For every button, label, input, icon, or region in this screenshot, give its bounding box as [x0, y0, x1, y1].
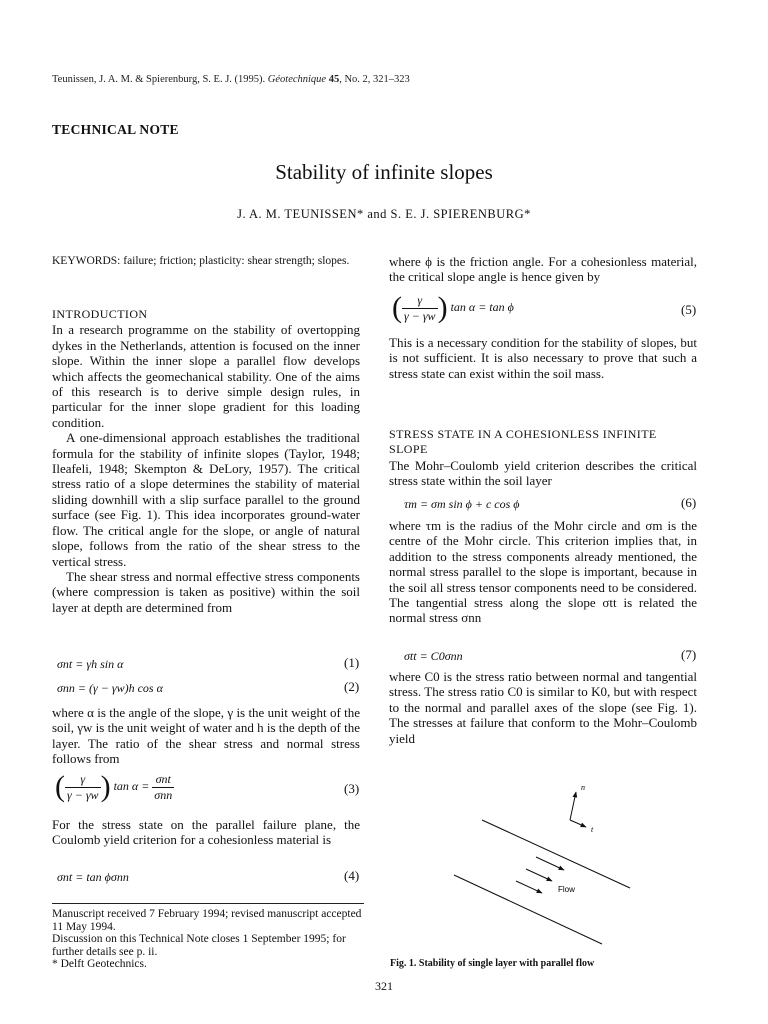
- intro-section: [52, 307, 360, 615]
- t-axis-label: t: [591, 825, 594, 834]
- flow-label: Flow: [558, 885, 575, 894]
- paragraph-after-eq2: where α is the angle of the slope, γ is the unit weight of the soil, γw is the unit weight of water and h is the depth of the layer. The ratio of the shear stress and normal stress follows from: [52, 705, 360, 767]
- right-paragraph-1: where ϕ is the friction angle. For a cohesionless material, the critical slope angle is hence given by: [389, 254, 697, 285]
- flow-arrow-2: [526, 869, 552, 881]
- equation-2: σnn = (γ − γw)h cos α: [57, 681, 163, 695]
- stress-state-heading: STRESS STATE IN A COHESIONLESS INFINITE SLOPE: [389, 427, 657, 457]
- keywords: KEYWORDS: failure; friction; plasticity: shear strength; slopes.: [52, 255, 350, 267]
- volume: 45: [328, 74, 340, 85]
- eq3-rhs-den: σnn: [154, 787, 173, 802]
- equation-1: σnt = γh sin α: [57, 657, 124, 671]
- right-paragraph-4: where τm is the radius of the Mohr circle and σm is the centre of the Mohr circle. This criterion implies that, in addition to the stress components already mentioned, the normal stress parallel to the slope is important, because in the soil all stress tensor components need to be considered. The tangential stress along the slope σtt is related the normal stress σnn: [389, 518, 697, 626]
- intro-paragraph-1: In a research programme on the stability of overtopping dykes in the Netherlands, attention is focused on the inner slope. Within the inner slope a parallel flow develops which affects the geomechanical stability. One of the aims of this research is to derive simple design rules, in particular for the inner slope gradient for this loading condition.: [52, 322, 360, 430]
- figure-1-diagram: [440, 778, 650, 950]
- journal-name: Géotechnique: [267, 74, 327, 85]
- stress-state-section: [389, 427, 697, 489]
- equation-6-number: (6): [681, 495, 697, 510]
- equation-4: σnt = tan ϕσnn: [57, 870, 129, 884]
- footnote-affiliation: * Delft Geotechnics.: [52, 958, 147, 971]
- equation-3-number: (3): [344, 781, 360, 796]
- n-axis-label: n: [581, 783, 585, 792]
- equation-2-number: (2): [344, 679, 360, 694]
- citation-prefix: Teunissen, J. A. M. & Spierenburg, S. E. J. (1995).: [52, 74, 268, 85]
- eq5-frac-den: γ − γw: [404, 308, 436, 323]
- intro-paragraph-3: The shear stress and normal effective stress components (where compression is taken as positive) within the soil layer at depth are determined from: [52, 568, 360, 615]
- equation-7: σtt = C0σnn: [404, 649, 463, 663]
- page-number: 321: [375, 979, 393, 993]
- citation-line: [52, 74, 410, 85]
- equation-4-number: (4): [344, 868, 360, 883]
- equation-5-number: (5): [681, 302, 697, 317]
- right-paragraph-3: The Mohr–Coulomb yield criterion describes the critical stress state within the soil layer: [389, 457, 697, 489]
- equation-7-number: (7): [681, 647, 697, 662]
- right-paragraph-5: where C0 is the stress ratio between normal and tangential stress. The stress ratio C0 is similar to K0, but with respect to the normal and parallel axes of the slope (see Fig. 1). The stresses at failure that conform to the Mohr–Coulomb yield: [389, 669, 697, 746]
- paragraph-after-eq3: For the stress state on the parallel failure plane, the Coulomb yield criterion for a cohesionless material is: [52, 817, 360, 848]
- eq3-frac-den: γ − γw: [67, 787, 99, 802]
- slip-plane-line: [454, 875, 602, 944]
- equation-1-number: (1): [344, 655, 360, 670]
- slope-surface-line: [482, 820, 630, 888]
- authors: J. A. M. TEUNISSEN* and S. E. J. SPIERENBURG*: [237, 207, 531, 221]
- eq5-rhs: tan α = tan ϕ: [450, 299, 514, 314]
- right-paragraph-2: This is a necessary condition for the stability of slopes, but is not sufficient. It is also necessary to prove that such a stress state can exist within the soil mass.: [389, 335, 697, 381]
- eq5-frac-num: γ: [402, 293, 438, 309]
- paper-title: Stability of infinite slopes: [275, 160, 493, 184]
- footnote-received: Manuscript received 7 February 1994; revised manuscript accepted 11 May 1994.: [52, 908, 362, 933]
- intro-paragraph-2: A one-dimensional approach establishes the traditional formula for the stability of infinite slopes (Taylor, 1948; Ileafeli, 1948; Skempton & DeLory, 1957). The critical stress ratio of a slope determines the stability of material sliding downhill with a slip surface parallel to the ground surface (see Fig. 1). This idea incorporates ground-water flow. The critical angle for the slope, or angle of natural slope, follows from the ratio of the shear stress to the vertical stress.: [52, 430, 360, 569]
- issue-pages: , No. 2, 321–323: [339, 74, 410, 85]
- flow-arrow-1: [536, 857, 564, 870]
- equation-3: ( $\frac{\gamma}{\gamma - \gamma w}$ ) tan α = $\frac{\text{σnt}}{\text{σnn}}$: [55, 770, 173, 803]
- eq3-frac-num: γ: [65, 772, 101, 788]
- equation-6: τm = σm sin ϕ + c cos ϕ: [404, 497, 520, 511]
- flow-arrow-3: [516, 881, 542, 893]
- figure-1-caption: Fig. 1. Stability of single layer with parallel flow: [390, 958, 595, 969]
- eq3-rhs-num: σnt: [152, 772, 174, 788]
- eq3-mid: tan α =: [113, 778, 150, 793]
- footnotes: [52, 903, 364, 971]
- footnote-discussion: Discussion on this Technical Note closes 1 September 1995; for further details see p. ii.: [52, 933, 346, 958]
- intro-heading: INTRODUCTION: [52, 307, 148, 321]
- note-type-heading: TECHNICAL NOTE: [52, 122, 179, 137]
- equation-5: ( $\frac{\gamma}{\gamma - \gamma w}$ ) tan α = tan ϕ: [392, 291, 514, 324]
- n-axis-arrow: [570, 792, 576, 820]
- t-axis-arrow: [570, 820, 586, 827]
